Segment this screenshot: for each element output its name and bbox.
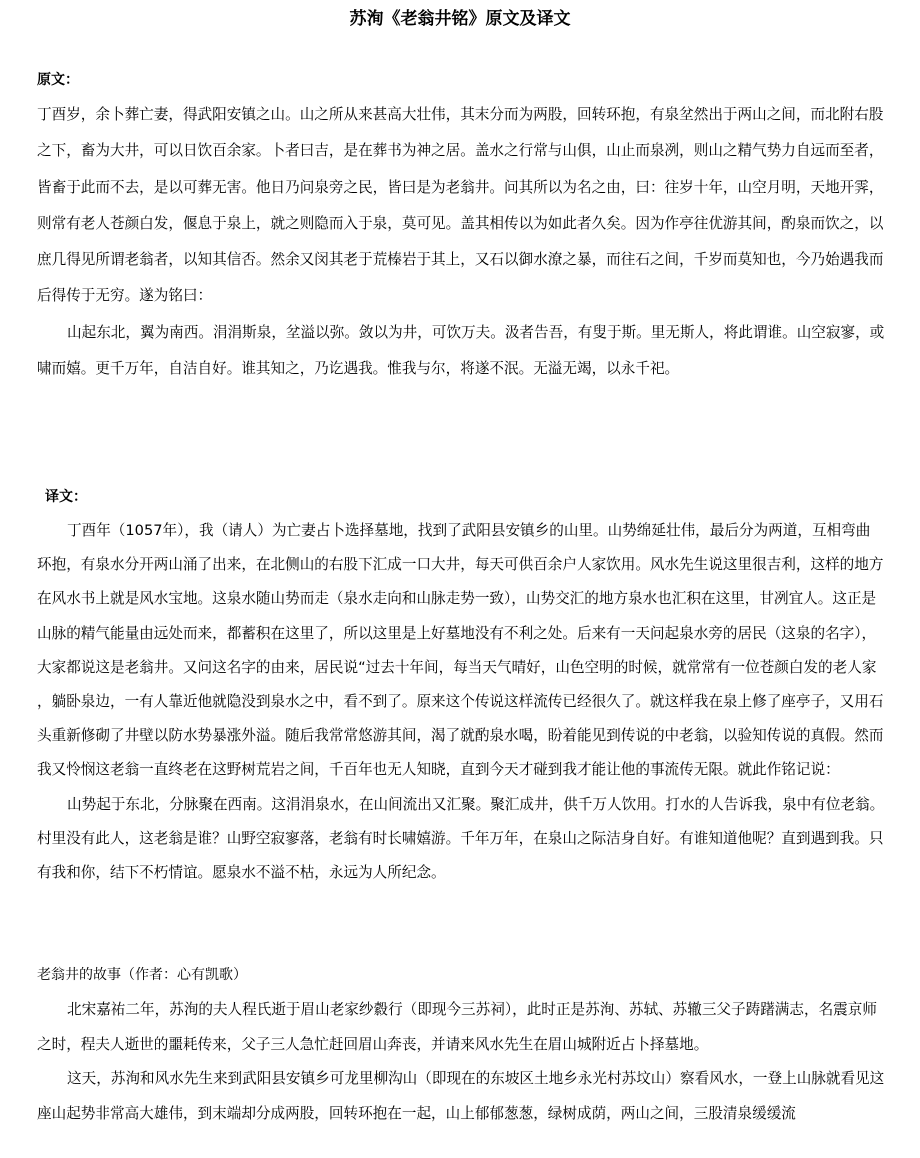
inscription-line: 山势起于东北，分脉聚在西南。这涓涓泉水，在山间流出又汇聚。聚汇成井，供千万人饮用。打水的人告诉我，泉中有位老翁。 — [67, 795, 885, 813]
document-title: 苏洵《老翁井铭》原文及译文 — [349, 9, 571, 29]
text-line: 丁酉岁，余卜葬亡妻，得武阳安镇之山。山之所从来甚高大壮伟，其末分而为两股，回转环抱，有泉坌然出于两山之间，而北附右股 — [37, 106, 884, 123]
text-line: 环抱，有泉水分开两山涌了出来，在北侧山的右股下汇成一口大井，每天可供百余户人家饮用。风水先生说这里很吉利，这样的地方 — [37, 556, 884, 574]
text-line: 皆畜于此而不去，是以可葬无害。他日乃问泉旁之民，皆曰是为老翁井。问其所以为名之由，曰：往岁十年，山空月明，天地开霁， — [37, 178, 884, 196]
text-line: 山脉的精气能量由远处而来，都蓄积在这里了，所以这里是上好墓地没有不利之处。后来有一天问起泉水旁的居民（这泉的名字）， — [37, 624, 877, 642]
text-line: 在风水书上就是风水宝地。这泉水随山势而走（泉水走向和山脉走势一致），山势交汇的地方泉水也汇积在这里，甘冽宜人。这正是 — [37, 590, 877, 608]
text-line: 头重新修砌了井壁以防水势暴涨外溢。随后我常常悠游其间，渴了就酌泉水喝，盼着能见到传说的中老翁，以验知传说的真假。然而 — [37, 727, 884, 745]
text-line: 大家都说这是老翁井。又问这名字的由来，居民说“过去十年间，每当天气晴好，山色空明的时候，就常常有一位苍颜白发的老人家 — [37, 658, 877, 676]
text-line: 这天，苏洵和风水先生来到武阳县安镇乡可龙里柳沟山（即现在的东坡区土地乡永光村苏坟山）察看风水，一登上山脉就看见这 — [67, 1070, 885, 1087]
inscription-line: 有我和你，结下不朽情谊。愿泉水不溢不枯，永远为人所纪念。 — [37, 863, 446, 881]
story-text — [37, 993, 907, 1131]
text-line: 庶几得见所谓老翁者，以知其信否。然余又闵其老于荒榛岩于其上，又石以御水潦之暴，而往石之间，千岁而莫知也，今乃始遇我而 — [37, 251, 884, 269]
original-label: 原文： — [37, 72, 79, 88]
text-line: 则常有老人苍颜白发，偃息于泉上，就之则隐而入于泉，莫可见。盖其相传以为如此者久矣。因为作亭往优游其间，酌泉而饮之，以 — [37, 214, 884, 232]
story-heading: 老翁井的故事（作者：心有凯歌） — [37, 967, 247, 983]
translation-label: 译文： — [45, 489, 87, 505]
text-line: 我又怜悯这老翁一直终老在这野树荒岩之间，千百年也无人知晓，直到今天才碰到我才能让他的事流传无限。就此作铭记说： — [37, 761, 840, 779]
text-line: 丁酉年（1057年），我（请人）为亡妻占卜选择墓地，找到了武阳县安镇乡的山里。山势绵延壮伟，最后分为两道，互相弯曲 — [67, 522, 871, 539]
text-line: 之下，畜为大井，可以日饮百余家。卜者曰吉，是在葬书为神之居。盖水之行常与山俱，山止而泉冽，则山之精气势力自远而至者， — [37, 142, 884, 160]
translation-text — [37, 514, 907, 890]
inscription-line: 啸而嬉。更千万年，自洁自好。谁其知之，乃讫遇我。惟我与尔，将遂不泯。无溢无竭，以永千祀。 — [37, 360, 680, 378]
inscription-line: 村里没有此人，这老翁是谁？山野空寂寥落，老翁有时长啸嬉游。千年万年，在泉山之际洁身自好。有谁知道他呢？直到遇到我。只 — [37, 829, 884, 847]
text-line: ，躺卧泉边，一有人靠近他就隐没到泉水之中，看不到了。原来这个传说这样流传已经很久了。就这样我在泉上修了座亭子，又用石 — [37, 692, 884, 710]
original-text — [37, 97, 907, 387]
text-line: 座山起势非常高大雄伟，到末端却分成两股，回转环抱在一起，山上郁郁葱葱，绿树成荫，两山之间，三股清泉缓缓流 — [37, 1104, 796, 1122]
inscription-line: 山起东北，翼为南西。涓涓斯泉，坌溢以弥。敛以为井，可饮万夫。汲者告吾，有叟于斯。里无斯人，将此谓谁。山空寂寥，或 — [67, 323, 885, 341]
text-line: 之时，程夫人逝世的噩耗传来，父子三人急忙赶回眉山奔丧，并请来风水先生在眉山城附近占卜择墓地。 — [37, 1035, 709, 1053]
text-line: 北宋嘉祐二年，苏洵的夫人程氏逝于眉山老家纱縠行（即现今三苏祠），此时正是苏洵、苏轼、苏辙三父子踌躇满志，名震京师 — [67, 1001, 877, 1018]
text-line: 后得传于无穷。遂为铭曰： — [37, 287, 213, 305]
